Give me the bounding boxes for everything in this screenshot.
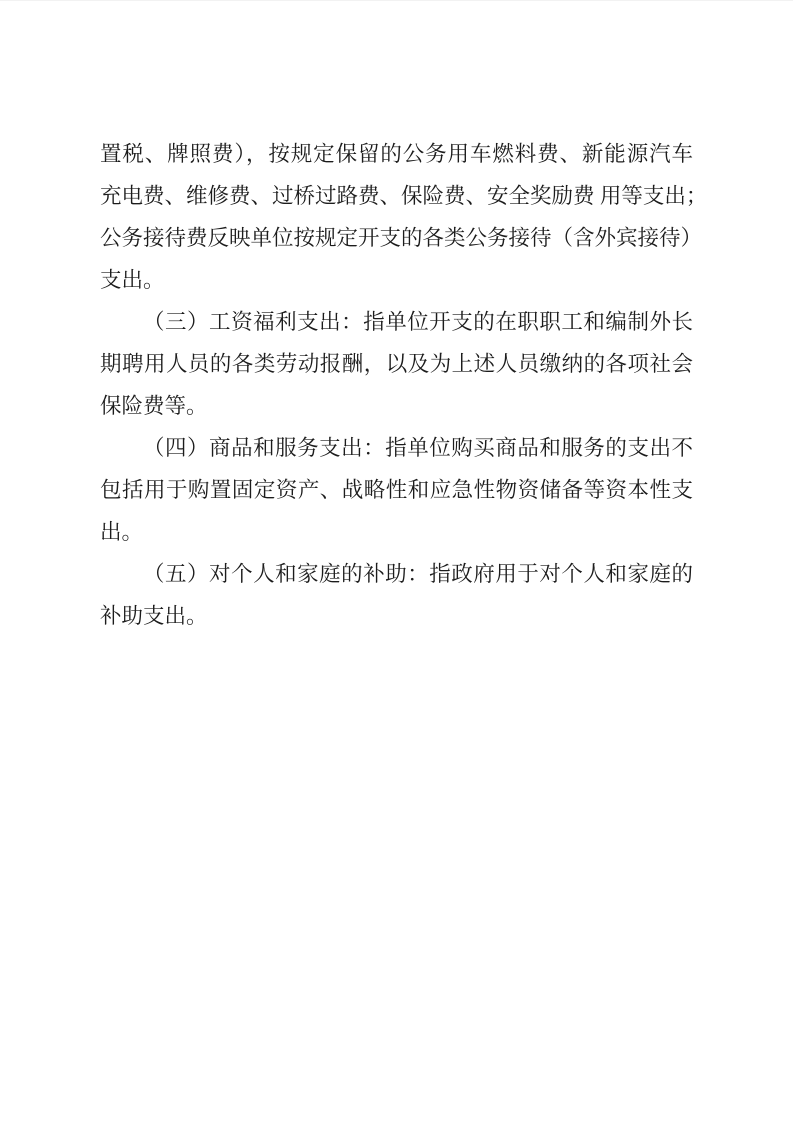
text-line: 补助支出。 [100, 604, 208, 628]
text-line: 期聘用人员的各类劳动报酬，以及为上述人员缴纳的各项社会 [100, 352, 693, 376]
text-line: 公务接待费反映单位按规定开支的各类公务接待（含外宾接待） [100, 226, 703, 250]
text-line: （四）商品和服务支出：指单位购买商品和服务的支出不 [143, 436, 693, 460]
text-line: 充电费、维修费、过桥过路费、保险费、安全奖励费 用等支出； [100, 184, 708, 208]
text-line: 保险费等。 [100, 394, 208, 418]
text-line: 支出。 [100, 268, 165, 292]
paragraph-1 [100, 133, 708, 301]
text-line: （五）对个人和家庭的补助：指政府用于对个人和家庭的 [143, 562, 693, 586]
paragraph-3 [100, 427, 693, 553]
paragraph-4 [100, 553, 693, 637]
document-body [100, 133, 708, 637]
text-line: （三）工资福利支出：指单位开支的在职职工和编制外长 [143, 310, 693, 334]
text-line: 置税、牌照费），按规定保留的公务用车燃料费、新能源汽车 [100, 142, 693, 166]
text-line: 包括用于购置固定资产、战略性和应急性物资储备等资本性支 [100, 478, 693, 502]
paragraph-2 [100, 301, 693, 427]
text-line: 出。 [100, 520, 144, 544]
